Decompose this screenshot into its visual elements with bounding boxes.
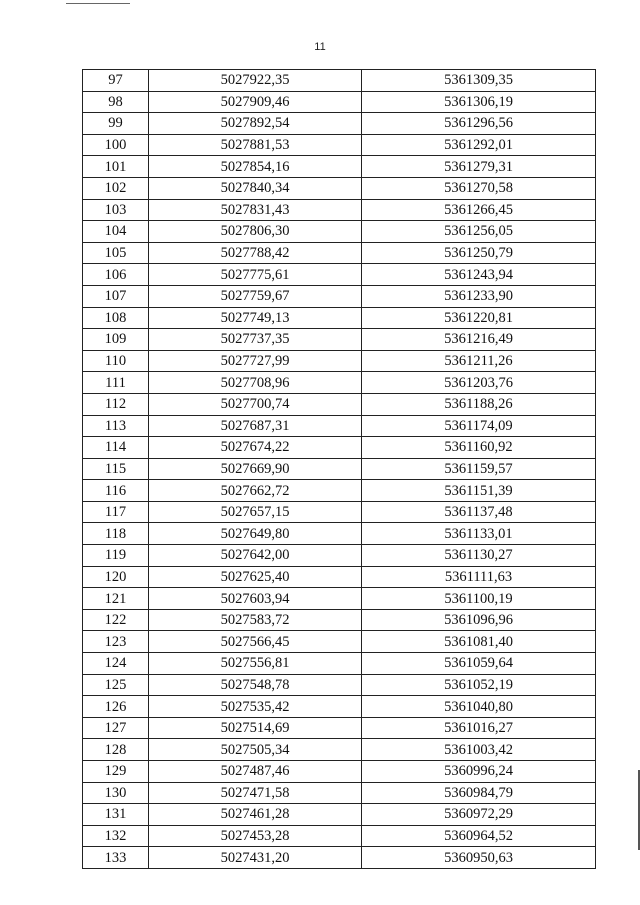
point-number-cell: 117 bbox=[83, 501, 149, 523]
x-coordinate-cell: 5027461,28 bbox=[149, 804, 362, 826]
coordinates-table bbox=[82, 69, 596, 869]
y-coordinate-cell: 5361296,56 bbox=[362, 113, 596, 135]
table-row bbox=[83, 847, 596, 869]
table-row bbox=[83, 264, 596, 286]
point-number-cell: 115 bbox=[83, 458, 149, 480]
table-row bbox=[83, 782, 596, 804]
point-number-cell: 124 bbox=[83, 653, 149, 675]
table-row bbox=[83, 825, 596, 847]
y-coordinate-cell: 5361111,63 bbox=[362, 566, 596, 588]
point-number-cell: 121 bbox=[83, 588, 149, 610]
point-number-cell: 100 bbox=[83, 134, 149, 156]
y-coordinate-cell: 5361243,94 bbox=[362, 264, 596, 286]
x-coordinate-cell: 5027700,74 bbox=[149, 393, 362, 415]
x-coordinate-cell: 5027662,72 bbox=[149, 480, 362, 502]
table-row bbox=[83, 221, 596, 243]
table-row bbox=[83, 393, 596, 415]
point-number-cell: 111 bbox=[83, 372, 149, 394]
x-coordinate-cell: 5027431,20 bbox=[149, 847, 362, 869]
x-coordinate-cell: 5027642,00 bbox=[149, 545, 362, 567]
table-row bbox=[83, 372, 596, 394]
table-row bbox=[83, 674, 596, 696]
y-coordinate-cell: 5361306,19 bbox=[362, 91, 596, 113]
y-coordinate-cell: 5360996,24 bbox=[362, 761, 596, 783]
x-coordinate-cell: 5027775,61 bbox=[149, 264, 362, 286]
x-coordinate-cell: 5027806,30 bbox=[149, 221, 362, 243]
table-row bbox=[83, 566, 596, 588]
y-coordinate-cell: 5361016,27 bbox=[362, 717, 596, 739]
point-number-cell: 127 bbox=[83, 717, 149, 739]
point-number-cell: 99 bbox=[83, 113, 149, 135]
point-number-cell: 132 bbox=[83, 825, 149, 847]
y-coordinate-cell: 5360972,29 bbox=[362, 804, 596, 826]
point-number-cell: 129 bbox=[83, 761, 149, 783]
table-row bbox=[83, 177, 596, 199]
y-coordinate-cell: 5361137,48 bbox=[362, 501, 596, 523]
table-row bbox=[83, 609, 596, 631]
point-number-cell: 102 bbox=[83, 177, 149, 199]
point-number-cell: 112 bbox=[83, 393, 149, 415]
y-coordinate-cell: 5361256,05 bbox=[362, 221, 596, 243]
table-row bbox=[83, 739, 596, 761]
point-number-cell: 125 bbox=[83, 674, 149, 696]
y-coordinate-cell: 5361133,01 bbox=[362, 523, 596, 545]
point-number-cell: 122 bbox=[83, 609, 149, 631]
point-number-cell: 113 bbox=[83, 415, 149, 437]
x-coordinate-cell: 5027669,90 bbox=[149, 458, 362, 480]
y-coordinate-cell: 5361292,01 bbox=[362, 134, 596, 156]
table-row bbox=[83, 761, 596, 783]
y-coordinate-cell: 5360950,63 bbox=[362, 847, 596, 869]
y-coordinate-cell: 5361220,81 bbox=[362, 307, 596, 329]
x-coordinate-cell: 5027535,42 bbox=[149, 696, 362, 718]
table-row bbox=[83, 134, 596, 156]
table-row bbox=[83, 588, 596, 610]
table-row bbox=[83, 113, 596, 135]
x-coordinate-cell: 5027737,35 bbox=[149, 329, 362, 351]
x-coordinate-cell: 5027909,46 bbox=[149, 91, 362, 113]
x-coordinate-cell: 5027831,43 bbox=[149, 199, 362, 221]
table-row bbox=[83, 307, 596, 329]
x-coordinate-cell: 5027657,15 bbox=[149, 501, 362, 523]
x-coordinate-cell: 5027687,31 bbox=[149, 415, 362, 437]
point-number-cell: 123 bbox=[83, 631, 149, 653]
point-number-cell: 118 bbox=[83, 523, 149, 545]
coordinates-table-body bbox=[83, 70, 596, 869]
y-coordinate-cell: 5361160,92 bbox=[362, 437, 596, 459]
table-row bbox=[83, 653, 596, 675]
x-coordinate-cell: 5027556,81 bbox=[149, 653, 362, 675]
x-coordinate-cell: 5027487,46 bbox=[149, 761, 362, 783]
table-row bbox=[83, 804, 596, 826]
point-number-cell: 97 bbox=[83, 70, 149, 92]
y-coordinate-cell: 5361081,40 bbox=[362, 631, 596, 653]
x-coordinate-cell: 5027548,78 bbox=[149, 674, 362, 696]
y-coordinate-cell: 5360984,79 bbox=[362, 782, 596, 804]
x-coordinate-cell: 5027881,53 bbox=[149, 134, 362, 156]
y-coordinate-cell: 5361059,64 bbox=[362, 653, 596, 675]
x-coordinate-cell: 5027759,67 bbox=[149, 285, 362, 307]
point-number-cell: 133 bbox=[83, 847, 149, 869]
point-number-cell: 119 bbox=[83, 545, 149, 567]
y-coordinate-cell: 5361100,19 bbox=[362, 588, 596, 610]
y-coordinate-cell: 5361270,58 bbox=[362, 177, 596, 199]
point-number-cell: 106 bbox=[83, 264, 149, 286]
x-coordinate-cell: 5027603,94 bbox=[149, 588, 362, 610]
point-number-cell: 101 bbox=[83, 156, 149, 178]
table-row bbox=[83, 329, 596, 351]
point-number-cell: 130 bbox=[83, 782, 149, 804]
table-row bbox=[83, 91, 596, 113]
table-row bbox=[83, 717, 596, 739]
point-number-cell: 120 bbox=[83, 566, 149, 588]
x-coordinate-cell: 5027854,16 bbox=[149, 156, 362, 178]
point-number-cell: 108 bbox=[83, 307, 149, 329]
table-row bbox=[83, 70, 596, 92]
x-coordinate-cell: 5027922,35 bbox=[149, 70, 362, 92]
x-coordinate-cell: 5027788,42 bbox=[149, 242, 362, 264]
y-coordinate-cell: 5361151,39 bbox=[362, 480, 596, 502]
y-coordinate-cell: 5361216,49 bbox=[362, 329, 596, 351]
table-row bbox=[83, 285, 596, 307]
y-coordinate-cell: 5361211,26 bbox=[362, 350, 596, 372]
table-row bbox=[83, 350, 596, 372]
point-number-cell: 109 bbox=[83, 329, 149, 351]
page-number: 11 bbox=[314, 41, 326, 53]
point-number-cell: 116 bbox=[83, 480, 149, 502]
x-coordinate-cell: 5027708,96 bbox=[149, 372, 362, 394]
y-coordinate-cell: 5360964,52 bbox=[362, 825, 596, 847]
x-coordinate-cell: 5027649,80 bbox=[149, 523, 362, 545]
table-row bbox=[83, 156, 596, 178]
y-coordinate-cell: 5361052,19 bbox=[362, 674, 596, 696]
table-row bbox=[83, 696, 596, 718]
y-coordinate-cell: 5361233,90 bbox=[362, 285, 596, 307]
x-coordinate-cell: 5027505,34 bbox=[149, 739, 362, 761]
x-coordinate-cell: 5027625,40 bbox=[149, 566, 362, 588]
y-coordinate-cell: 5361159,57 bbox=[362, 458, 596, 480]
table-row bbox=[83, 437, 596, 459]
x-coordinate-cell: 5027749,13 bbox=[149, 307, 362, 329]
y-coordinate-cell: 5361096,96 bbox=[362, 609, 596, 631]
point-number-cell: 98 bbox=[83, 91, 149, 113]
point-number-cell: 128 bbox=[83, 739, 149, 761]
table-row bbox=[83, 545, 596, 567]
point-number-cell: 126 bbox=[83, 696, 149, 718]
x-coordinate-cell: 5027727,99 bbox=[149, 350, 362, 372]
table-row bbox=[83, 415, 596, 437]
x-coordinate-cell: 5027453,28 bbox=[149, 825, 362, 847]
y-coordinate-cell: 5361279,31 bbox=[362, 156, 596, 178]
x-coordinate-cell: 5027840,34 bbox=[149, 177, 362, 199]
point-number-cell: 131 bbox=[83, 804, 149, 826]
x-coordinate-cell: 5027674,22 bbox=[149, 437, 362, 459]
point-number-cell: 103 bbox=[83, 199, 149, 221]
point-number-cell: 105 bbox=[83, 242, 149, 264]
point-number-cell: 104 bbox=[83, 221, 149, 243]
y-coordinate-cell: 5361174,09 bbox=[362, 415, 596, 437]
table-row bbox=[83, 480, 596, 502]
y-coordinate-cell: 5361130,27 bbox=[362, 545, 596, 567]
y-coordinate-cell: 5361266,45 bbox=[362, 199, 596, 221]
y-coordinate-cell: 5361003,42 bbox=[362, 739, 596, 761]
point-number-cell: 107 bbox=[83, 285, 149, 307]
table-row bbox=[83, 458, 596, 480]
point-number-cell: 114 bbox=[83, 437, 149, 459]
x-coordinate-cell: 5027566,45 bbox=[149, 631, 362, 653]
y-coordinate-cell: 5361250,79 bbox=[362, 242, 596, 264]
table-row bbox=[83, 523, 596, 545]
table-row bbox=[83, 631, 596, 653]
y-coordinate-cell: 5361040,80 bbox=[362, 696, 596, 718]
x-coordinate-cell: 5027514,69 bbox=[149, 717, 362, 739]
table-row bbox=[83, 242, 596, 264]
point-number-cell: 110 bbox=[83, 350, 149, 372]
x-coordinate-cell: 5027892,54 bbox=[149, 113, 362, 135]
y-coordinate-cell: 5361309,35 bbox=[362, 70, 596, 92]
y-coordinate-cell: 5361203,76 bbox=[362, 372, 596, 394]
x-coordinate-cell: 5027471,58 bbox=[149, 782, 362, 804]
x-coordinate-cell: 5027583,72 bbox=[149, 609, 362, 631]
y-coordinate-cell: 5361188,26 bbox=[362, 393, 596, 415]
table-row bbox=[83, 501, 596, 523]
scan-header-mark bbox=[66, 0, 130, 4]
table-row bbox=[83, 199, 596, 221]
